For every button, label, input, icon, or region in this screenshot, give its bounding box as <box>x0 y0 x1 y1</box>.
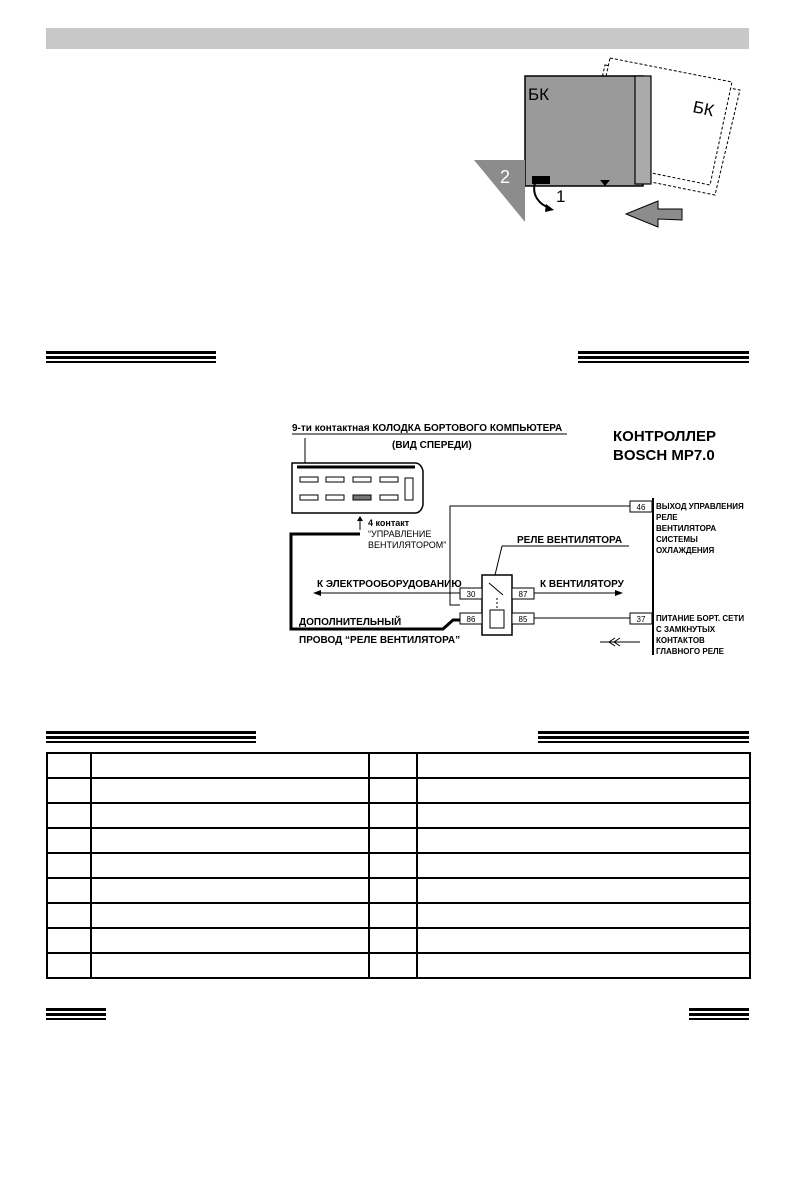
table-cell <box>369 853 417 878</box>
pin4-line3: ВЕНТИЛЯТОРОМ” <box>368 540 447 550</box>
section-rule-left-2 <box>46 731 256 743</box>
out46-line2: РЕЛЕ <box>656 513 678 522</box>
table-cell <box>47 878 91 903</box>
table-cell <box>369 903 417 928</box>
table-cell <box>91 828 369 853</box>
table-cell <box>369 878 417 903</box>
table-row <box>47 778 750 803</box>
section-rule-right-3 <box>689 1008 749 1020</box>
section-rule-left-3 <box>46 1008 106 1020</box>
table-cell <box>417 753 750 778</box>
wiring-scheme <box>275 415 755 655</box>
table-cell <box>47 953 91 978</box>
section-rule-right-2 <box>538 731 749 743</box>
section-rule-left-1 <box>46 351 216 363</box>
table-cell <box>417 953 750 978</box>
out46-line3: ВЕНТИЛЯТОРА <box>656 524 717 533</box>
table-cell <box>369 778 417 803</box>
pin4-line1: 4 контакт <box>368 518 410 528</box>
table-row <box>47 753 750 778</box>
out46-line1: ВЫХОД УПРАВЛЕНИЯ <box>656 502 744 511</box>
block-title: 9-ти контактная КОЛОДКА БОРТОВОГО КОМПЬЮТЕРА <box>292 423 563 434</box>
svg-text:46: 46 <box>636 503 646 512</box>
table-cell <box>417 828 750 853</box>
table-cell <box>91 903 369 928</box>
controller-line2: BOSCH MP7.0 <box>613 447 715 464</box>
svg-text:85: 85 <box>518 615 528 624</box>
table-cell <box>47 803 91 828</box>
table-cell <box>91 853 369 878</box>
svg-text:37: 37 <box>636 615 646 624</box>
out46-line4: СИСТЕМЫ <box>656 535 698 544</box>
table-cell <box>417 903 750 928</box>
table-cell <box>91 778 369 803</box>
pwr37-line1: ПИТАНИЕ БОРТ. СЕТИ <box>656 614 745 623</box>
table-row <box>47 928 750 953</box>
table-cell <box>91 753 369 778</box>
section-rule-right-1 <box>578 351 749 363</box>
to-electrical: К ЭЛЕКТРООБОРУДОВАНИЮ <box>317 579 462 590</box>
table-row <box>47 828 750 853</box>
bk-tilted-label: БК <box>691 97 716 121</box>
install-figure <box>470 50 750 230</box>
table-cell <box>417 853 750 878</box>
pwr37-line3: КОНТАКТОВ <box>656 636 705 645</box>
table-cell <box>369 753 417 778</box>
table-cell <box>47 903 91 928</box>
table-row <box>47 878 750 903</box>
pwr37-line2: С ЗАМКНУТЫХ <box>656 625 716 634</box>
extra-wire-line2: ПРОВОД “РЕЛЕ ВЕНТИЛЯТОРА” <box>299 635 461 646</box>
table-cell <box>47 778 91 803</box>
step-2-label: 2 <box>500 167 511 187</box>
svg-text:30: 30 <box>466 590 476 599</box>
table-row <box>47 953 750 978</box>
svg-text:87: 87 <box>518 590 528 599</box>
table-cell <box>47 928 91 953</box>
relay-title: РЕЛЕ ВЕНТИЛЯТОРА <box>517 535 623 546</box>
table-cell <box>369 828 417 853</box>
table-cell <box>47 828 91 853</box>
table-row <box>47 853 750 878</box>
data-table <box>46 752 751 979</box>
table-cell <box>417 878 750 903</box>
table-row <box>47 903 750 928</box>
pwr37-line4: ГЛАВНОГО РЕЛЕ <box>656 647 724 655</box>
table-cell <box>47 853 91 878</box>
push-arrow-icon <box>626 201 682 227</box>
table-cell <box>417 928 750 953</box>
connector-9pin <box>292 463 423 513</box>
relay-coil <box>490 610 504 628</box>
pin4-line2: “УПРАВЛЕНИЕ <box>368 529 432 539</box>
step-1-label: 1 <box>556 187 566 206</box>
to-fan: К ВЕНТИЛЯТОРУ <box>540 579 624 590</box>
table-cell <box>369 803 417 828</box>
table-cell <box>91 878 369 903</box>
table-cell <box>91 803 369 828</box>
block-subtitle: (ВИД СПЕРЕДИ) <box>392 440 472 451</box>
table-cell <box>417 778 750 803</box>
table-cell <box>91 928 369 953</box>
table-cell <box>47 753 91 778</box>
table-cell <box>369 928 417 953</box>
extra-wire-line1: ДОПОЛНИТЕЛЬНЫЙ <box>299 617 402 628</box>
table-cell <box>91 953 369 978</box>
bk-main-label: БК <box>528 85 550 104</box>
bk-front-panel <box>635 76 651 184</box>
svg-text:86: 86 <box>466 615 476 624</box>
out46-line5: ОХЛАЖДЕНИЯ <box>656 546 715 555</box>
table-cell <box>369 953 417 978</box>
table-cell <box>417 803 750 828</box>
controller-line1: КОНТРОЛЛЕР <box>613 428 716 445</box>
table-row <box>47 803 750 828</box>
header-bar <box>46 28 749 49</box>
